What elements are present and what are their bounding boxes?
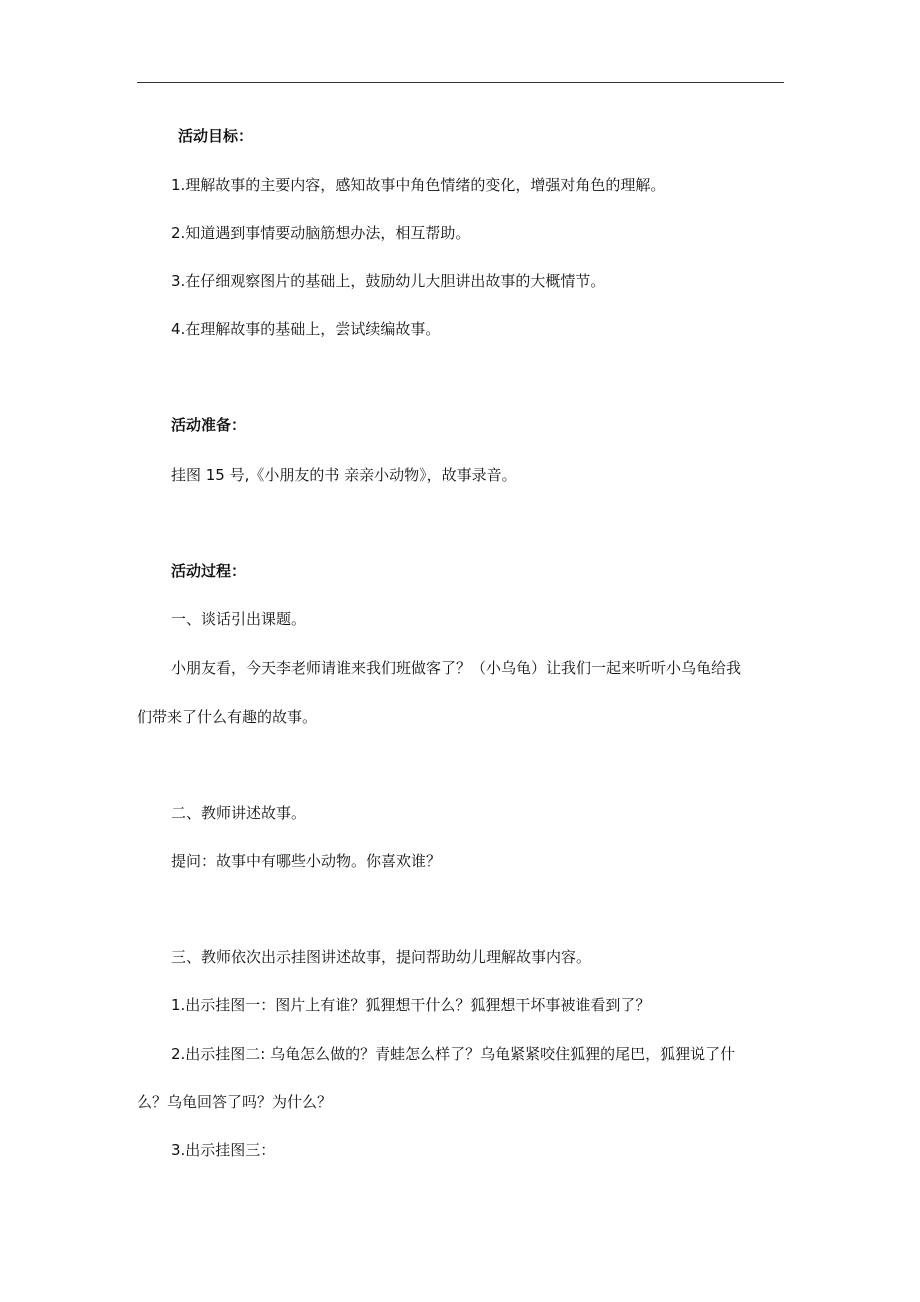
goal-item: 3.在仔细观察图片的基础上，鼓励幼儿大胆讲出故事的大概情节。 (171, 272, 606, 290)
step3-item: 3.出示挂图三： (171, 1141, 276, 1159)
goal-item: 1.理解故事的主要内容，感知故事中角色情绪的变化，增强对角色的理解。 (171, 176, 666, 194)
step3-item: 1.出示挂图一：图片上有谁？狐狸想干什么？狐狸想干坏事被谁看到了？ (171, 996, 651, 1014)
step1-title: 一、谈话引出课题。 (171, 610, 307, 628)
preparation-heading: 活动准备： (171, 416, 247, 434)
step1-text: 小朋友看，今天李老师请谁来我们班做客了？（小乌龟）让我们一起来听听小乌龟给我 (171, 659, 742, 677)
goal-item: 2.知道遇到事情要动脑筋想办法，相互帮助。 (171, 224, 471, 242)
goal-item: 4.在理解故事的基础上，尝试续编故事。 (171, 320, 441, 338)
step3-item: 2.出示挂图二: 乌龟怎么做的？青蛙怎么样了？乌龟紧紧咬住狐狸的尾巴，狐狸说了什 (171, 1045, 736, 1063)
step3-item-continued: 么？乌龟回答了吗？为什么？ (137, 1093, 333, 1111)
step2-question: 提问：故事中有哪些小动物。你喜欢谁？ (171, 852, 442, 870)
step2-title: 二、教师讲述故事。 (171, 804, 307, 822)
process-heading: 活动过程： (171, 562, 247, 580)
preparation-text: 挂图 15 号,《小朋友的书 亲亲小动物》，故事录音。 (171, 466, 517, 484)
step3-title: 三、教师依次出示挂图讲述故事，提问帮助幼儿理解故事内容。 (171, 948, 592, 966)
step1-text-continued: 们带来了什么有趣的故事。 (137, 708, 318, 726)
header-rule (137, 82, 784, 83)
goals-heading: 活动目标： (178, 127, 254, 145)
